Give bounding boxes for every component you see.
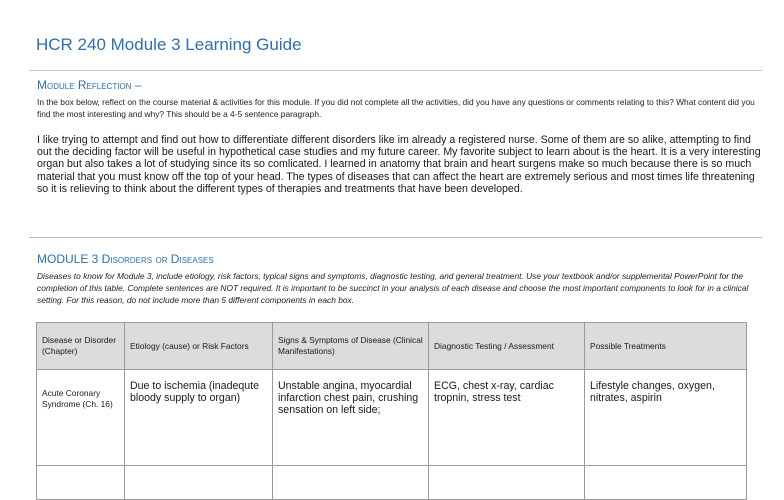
empty-cell[interactable] xyxy=(125,466,273,500)
table-header-row xyxy=(37,323,747,370)
table-row-empty xyxy=(37,466,747,500)
reflection-instructions: In the box below, reflect on the course material & activities for this module. If you did not complete all the activities, did you have any questions or comments relating to this? What content did you find the most interesting and why? This should be a 4-5 sentence paragraph. xyxy=(37,97,755,119)
empty-cell[interactable] xyxy=(429,466,585,500)
cell-disease: Acute Coronary Syndrome (Ch. 16) xyxy=(37,370,125,466)
disorders-instructions: Diseases to know for Module 3, include etiology, risk factors, typical signs and symptoms, diagnostic testing, and general treatment. Use your textbook and/or supplemental PowerPoint for the completion of this table. Complete sentences are NOT required. It is important to be succinct in your analysis of each disease and choose the most important components to look for in a clinical setting. For this reason, do not include more than 5 different components in each box. xyxy=(37,271,749,305)
cell-signs[interactable]: Unstable angina, myocardial infarction chest pain, crushing sensation on left side; xyxy=(273,370,429,466)
section-divider xyxy=(29,237,762,238)
header-disease: Disease or Disorder (Chapter) xyxy=(37,323,125,370)
header-signs: Signs & Symptoms of Disease (Clinical Manifestations) xyxy=(273,323,429,370)
page-title: HCR 240 Module 3 Learning Guide xyxy=(36,35,302,54)
table-row xyxy=(37,370,747,466)
disorders-heading: MODULE 3 Disorders or Diseases xyxy=(37,252,214,266)
empty-cell[interactable] xyxy=(273,466,429,500)
empty-cell[interactable] xyxy=(585,466,747,500)
header-treatments: Possible Treatments xyxy=(585,323,747,370)
cell-etiology[interactable]: Due to ischemia (inadequte bloody supply to organ) xyxy=(125,370,273,466)
disorders-table xyxy=(36,322,747,500)
reflection-answer[interactable]: I like trying to attempt and find out how to differentiate different disorders like im already a registered nurse. Some of them are so alike, attempting to find out the deciding factor will be useful in hypothetical case studies and my future career. My favorite subject to learn about is the heart. It is a very interesting organ but also takes a lot of studying since its so comlicated. I learned in anatomy that brain and heart surgens make so much because there is so much material that you must know off the top of your head. The types of diseases that can affect the heart are extremely serious and most times life threatening so it is relieving to think about the different types of therapies and treatments that have been developed. xyxy=(37,134,761,195)
reflection-heading: Module Reflection – xyxy=(37,78,142,92)
cell-diagnostics[interactable]: ECG, chest x-ray, cardiac tropnin, stress test xyxy=(429,370,585,466)
header-etiology: Etiology (cause) or Risk Factors xyxy=(125,323,273,370)
empty-cell[interactable] xyxy=(37,466,125,500)
header-diagnostics: Diagnostic Testing / Assessment xyxy=(429,323,585,370)
title-divider xyxy=(29,70,762,71)
cell-treatments[interactable]: Lifestyle changes, oxygen, nitrates, aspirin xyxy=(585,370,747,466)
